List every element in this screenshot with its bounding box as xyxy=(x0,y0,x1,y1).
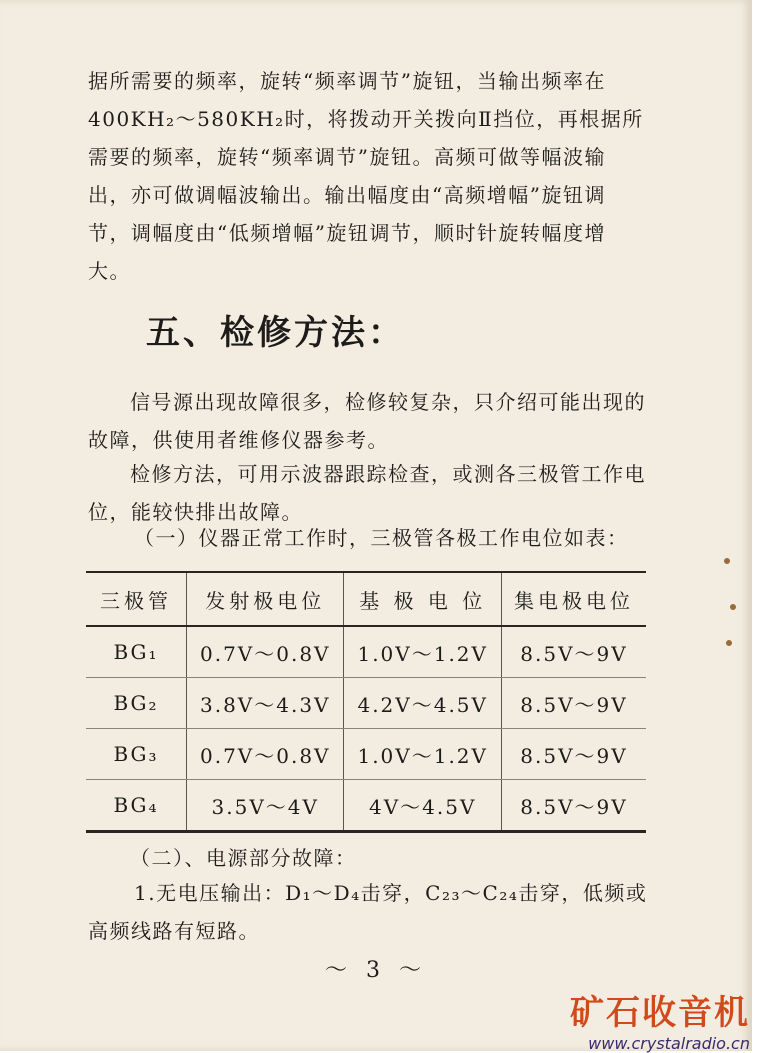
cell-collector: 8.5V～9V xyxy=(501,678,646,729)
section-heading: 五、检修方法： xyxy=(146,313,405,353)
cell-base: 1.0V～1.2V xyxy=(344,729,501,780)
cell-emitter: 0.7V～0.8V xyxy=(187,729,344,780)
table-row xyxy=(86,729,646,780)
subsection-power-faults: （二）、电源部分故障： xyxy=(130,846,357,870)
cell-transistor: BG₃ xyxy=(86,729,187,780)
header-transistor: 三极管 xyxy=(86,572,187,626)
cell-base: 4.2V～4.5V xyxy=(344,678,501,729)
table-row xyxy=(86,626,646,678)
header-collector: 集电极电位 xyxy=(501,572,646,626)
cell-collector: 8.5V～9V xyxy=(501,729,646,780)
header-emitter: 发射极电位 xyxy=(187,572,344,626)
page-number: ～ 3 ～ xyxy=(325,958,427,983)
cell-base: 1.0V～1.2V xyxy=(344,626,501,678)
cell-collector: 8.5V～9V xyxy=(501,626,646,678)
cell-transistor: BG₁ xyxy=(86,626,187,678)
table-row xyxy=(86,780,646,832)
cell-base: 4V～4.5V xyxy=(344,780,501,832)
header-base: 基 极 电 位 xyxy=(344,572,501,626)
watermark-logo xyxy=(570,985,750,1053)
cell-emitter: 3.5V～4V xyxy=(187,780,344,832)
cell-transistor: BG₄ xyxy=(86,780,187,832)
paper-speck xyxy=(730,604,736,610)
cell-emitter: 3.8V～4.3V xyxy=(187,678,344,729)
cell-emitter: 0.7V～0.8V xyxy=(187,626,344,678)
paragraph-fault-overview: 信号源出现故障很多，检修较复杂，只介绍可能出现的故障，供使用者维修仪器参考。 xyxy=(88,390,646,452)
table-row xyxy=(86,678,646,729)
cell-collector: 8.5V～9V xyxy=(501,780,646,832)
paper-speck xyxy=(726,640,732,646)
paragraph-method: 检修方法，可用示波器跟踪检查，或测各三极管工作电位，能较快排出故障。 xyxy=(88,462,646,524)
intro-paragraph: 据所需要的频率，旋转“频率调节”旋钮，当输出频率在400KH₂～580KH₂时，将拨动开关拨向Ⅱ挡位，再根据所需要的频率，旋转“频率调节”旋钮。高频可做等幅波输出，亦可做调幅波输出。输出幅度由“高频增幅”旋钮调节，调幅度由“低频增幅”旋钮调节，顺时针旋转幅度增大。 xyxy=(88,69,644,283)
transistor-voltage-table xyxy=(86,571,646,833)
watermark-url: www.crystalradio.cn xyxy=(588,1034,750,1053)
cell-transistor: BG₂ xyxy=(86,678,187,729)
watermark-name: 矿石收音机 xyxy=(570,993,750,1033)
table-header-row xyxy=(86,572,646,626)
table-caption: （一）仪器正常工作时，三极管各极工作电位如表： xyxy=(134,526,629,550)
paper-speck xyxy=(724,558,730,564)
fault-item-1: 1.无电压输出：D₁～D₄击穿，C₂₃～C₂₄击穿，低频或高频线路有短路。 xyxy=(88,881,648,943)
